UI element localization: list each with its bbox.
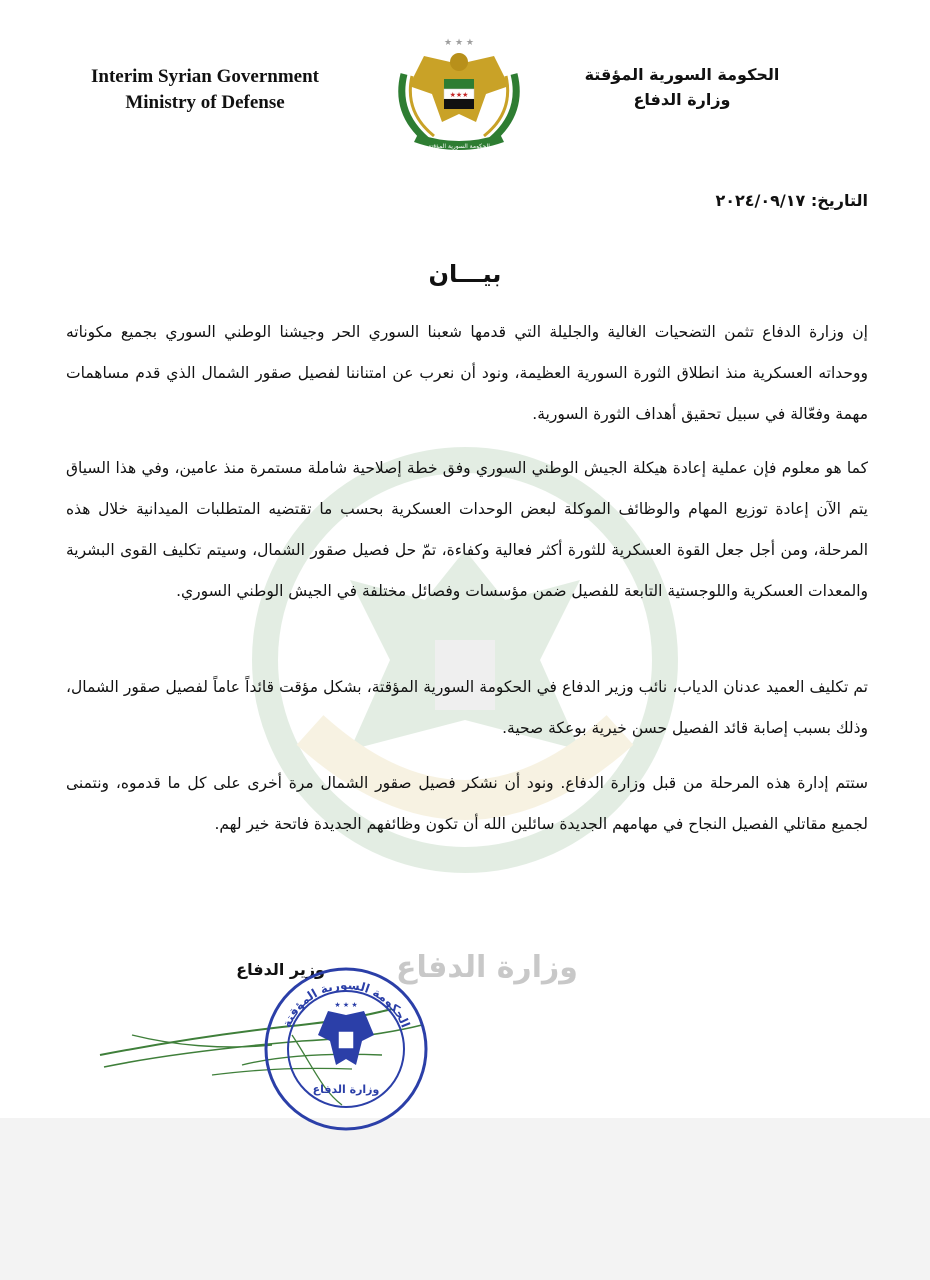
header-english-line1: Interim Syrian Government [91,66,319,87]
header-arabic [552,62,812,112]
faint-ministry-stamp: وزارة الدفاع [396,950,578,985]
svg-text:★ ★ ★: ★ ★ ★ [444,38,474,48]
signer-title: وزير الدفاع [236,960,325,979]
header-english [60,64,350,116]
paragraph-3: تم تكليف العميد عدنان الدياب، نائب وزير الدفاع في الحكومة السورية المؤقتة، بشكل مؤقت قائداً عاماً لفصيل صقور الشمال، وذلك بسبب إصابة قائد الفصيل حسن خيرية بوعكة صحية. [66,678,868,737]
header-arabic-line1: الحكومة السورية المؤقتة [584,65,780,84]
page-bottom-area [0,1118,930,1280]
svg-text:★★★: ★★★ [449,91,469,99]
document-date: التاريخ: ٢٠٢٤/٠٩/١٧ [715,191,868,210]
svg-text:الحكومة السورية المؤقتة: الحكومة السورية المؤقتة [428,143,490,150]
svg-text:الحكومة السورية المؤقتة: الحكومة السورية المؤقتة [279,977,413,1030]
paragraph-2: كما هو معلوم فإن عملية إعادة هيكلة الجيش الوطني السوري وفق خطة إصلاحية شاملة مستمرة منذ عامين، وفي هذا السياق يتم الآن إعادة توزيع المهام والوظائف الموكلة لبعض الوحدات العسكرية بحسب ما تقتضيه المتطلبات الميدانية خلال هذه المرحلة، ومن أجل جعل القوة العسكرية للثورة أكثر فعالية وكفاءة، تمّ حل فصيل صقور الشمال، وسيتم تكليف القوى البشرية والمعدات العسكرية واللوجستية التابعة للفصيل ضمن مؤسسات وفصائل مختلفة في الجيش الوطني السوري. [66,459,868,600]
document-title: بيـــان [428,260,502,288]
header-arabic-line2: وزارة الدفاع [633,90,731,109]
paragraph-1: إن وزارة الدفاع تثمن التضحيات الغالية والجليلة التي قدمها شعبنا السوري الحر وجيشنا الوطني السوري بجميع مكوناته ووحداته العسكرية منذ انطلاق الثورة السورية العظيمة، ونود أن نعرب عن امتناننا لفصيل صقور الشمال الذي قدم مساهمات مهمة وفعّالة في سبيل تحقيق أهداف الثورة السورية. [66,323,868,423]
svg-text:★ ★ ★: ★ ★ ★ [334,1001,358,1009]
official-seal-icon [262,965,430,1133]
svg-text:وزارة الدفاع: وزارة الدفاع [312,1083,380,1096]
paragraph-4: ستتم إدارة هذه المرحلة من قبل وزارة الدفاع. ونود أن نشكر فصيل صقور الشمال مرة أخرى على كل ما قدموه، ونتمنى لجميع مقاتلي الفصيل النجاح في مهامهم الجديدة سائلين الله أن تكون وظائفهم الجديدة فاتحة خير لهم. [66,774,868,833]
header-english-line2: Ministry of Defense [125,92,285,113]
eagle-emblem-icon [384,34,534,164]
